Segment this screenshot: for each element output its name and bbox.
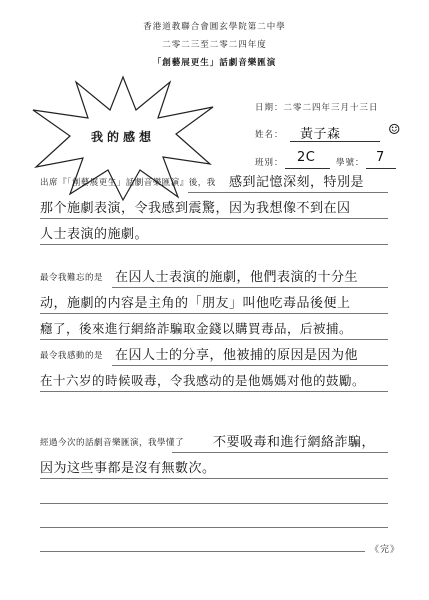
p1-line1 bbox=[40, 170, 390, 192]
p2-line1 bbox=[40, 265, 390, 287]
p2-text1: 在囚人士表演的施劇，他們表演的十分生 bbox=[115, 270, 359, 285]
p4-rule2 bbox=[40, 478, 388, 479]
class-underline bbox=[285, 168, 330, 169]
p4-line1 bbox=[40, 430, 390, 452]
end-mark: 《完》 bbox=[370, 545, 401, 555]
p3-line2 bbox=[40, 369, 390, 391]
p1-rule2 bbox=[40, 218, 388, 219]
p2-prefix: 最令我難忘的是 bbox=[40, 273, 104, 283]
class-label: 班別： bbox=[255, 158, 284, 168]
p2-text2: 动，施劇的内容是主角的「朋友」叫他吃毒品後便上 bbox=[40, 296, 351, 311]
p3-text1: 在囚人士的分享，他被捕的原因是因为他 bbox=[115, 348, 359, 363]
school-name: 香港道教聯合會圓玄學院第二中學 bbox=[143, 22, 286, 32]
blank-rule-3 bbox=[40, 551, 365, 552]
p1-prefix: 出席『「創藝展更生」話劇音樂匯演』後，我 bbox=[40, 178, 216, 188]
p2-rule2 bbox=[40, 313, 388, 314]
event-title: 「創藝展更生」話劇音樂匯演 bbox=[152, 58, 277, 68]
p4-rule1 bbox=[172, 452, 388, 453]
p3-rule2 bbox=[40, 391, 388, 392]
number-underline bbox=[366, 168, 396, 169]
date-label: 日期：二零二四年三月十三日 bbox=[255, 103, 379, 113]
p4-prefix: 經過今次的話劇音樂匯演，我學懂了 bbox=[40, 438, 185, 448]
p1-text3: 人士表演的施劇。 bbox=[40, 227, 149, 242]
p3-prefix: 最令我感動的是 bbox=[40, 351, 104, 361]
p1-line3 bbox=[40, 222, 390, 244]
blank-rule-1 bbox=[40, 503, 388, 504]
p2-line2 bbox=[40, 291, 390, 313]
p4-line2 bbox=[40, 456, 390, 478]
name-value: 黃子森 bbox=[300, 127, 341, 142]
name-label: 姓名： bbox=[255, 130, 284, 140]
school-year: 二零二三至二零二四年度 bbox=[162, 40, 267, 50]
p1-line2 bbox=[40, 196, 390, 218]
number-value: 7 bbox=[376, 150, 385, 165]
p4-text1: 不要吸毒和進行網絡詐騙， bbox=[213, 435, 376, 450]
p3-rule1 bbox=[112, 365, 388, 366]
p2-rule1 bbox=[112, 287, 388, 288]
p4-text2: 因为这些事都是沒有無數次。 bbox=[40, 461, 216, 476]
number-label: 學號： bbox=[336, 158, 365, 168]
p1-text2: 那个施劇表演，令我感到震驚，因为我想像不到在囚 bbox=[40, 201, 351, 216]
p2-line3 bbox=[40, 317, 390, 339]
p2-text3: 癮了，後來進行網絡詐騙取金錢以購買毒品，后被捕。 bbox=[40, 321, 353, 336]
p3-line1 bbox=[40, 343, 390, 365]
p3-text2: 在十六岁的時候吸毒，令我感动的是他媽媽对他的鼓勵。 bbox=[40, 373, 366, 388]
class-value: 2C bbox=[297, 150, 316, 165]
p1-rule3 bbox=[40, 244, 388, 245]
p1-rule1 bbox=[188, 192, 388, 193]
blank-rule-2 bbox=[40, 527, 388, 528]
burst-title: 我的感想 bbox=[90, 130, 155, 144]
p2-rule3 bbox=[40, 339, 388, 340]
p1-text1: 感到記憶深刻，特別是 bbox=[229, 175, 365, 190]
smiley-icon: ☺ bbox=[388, 122, 401, 138]
